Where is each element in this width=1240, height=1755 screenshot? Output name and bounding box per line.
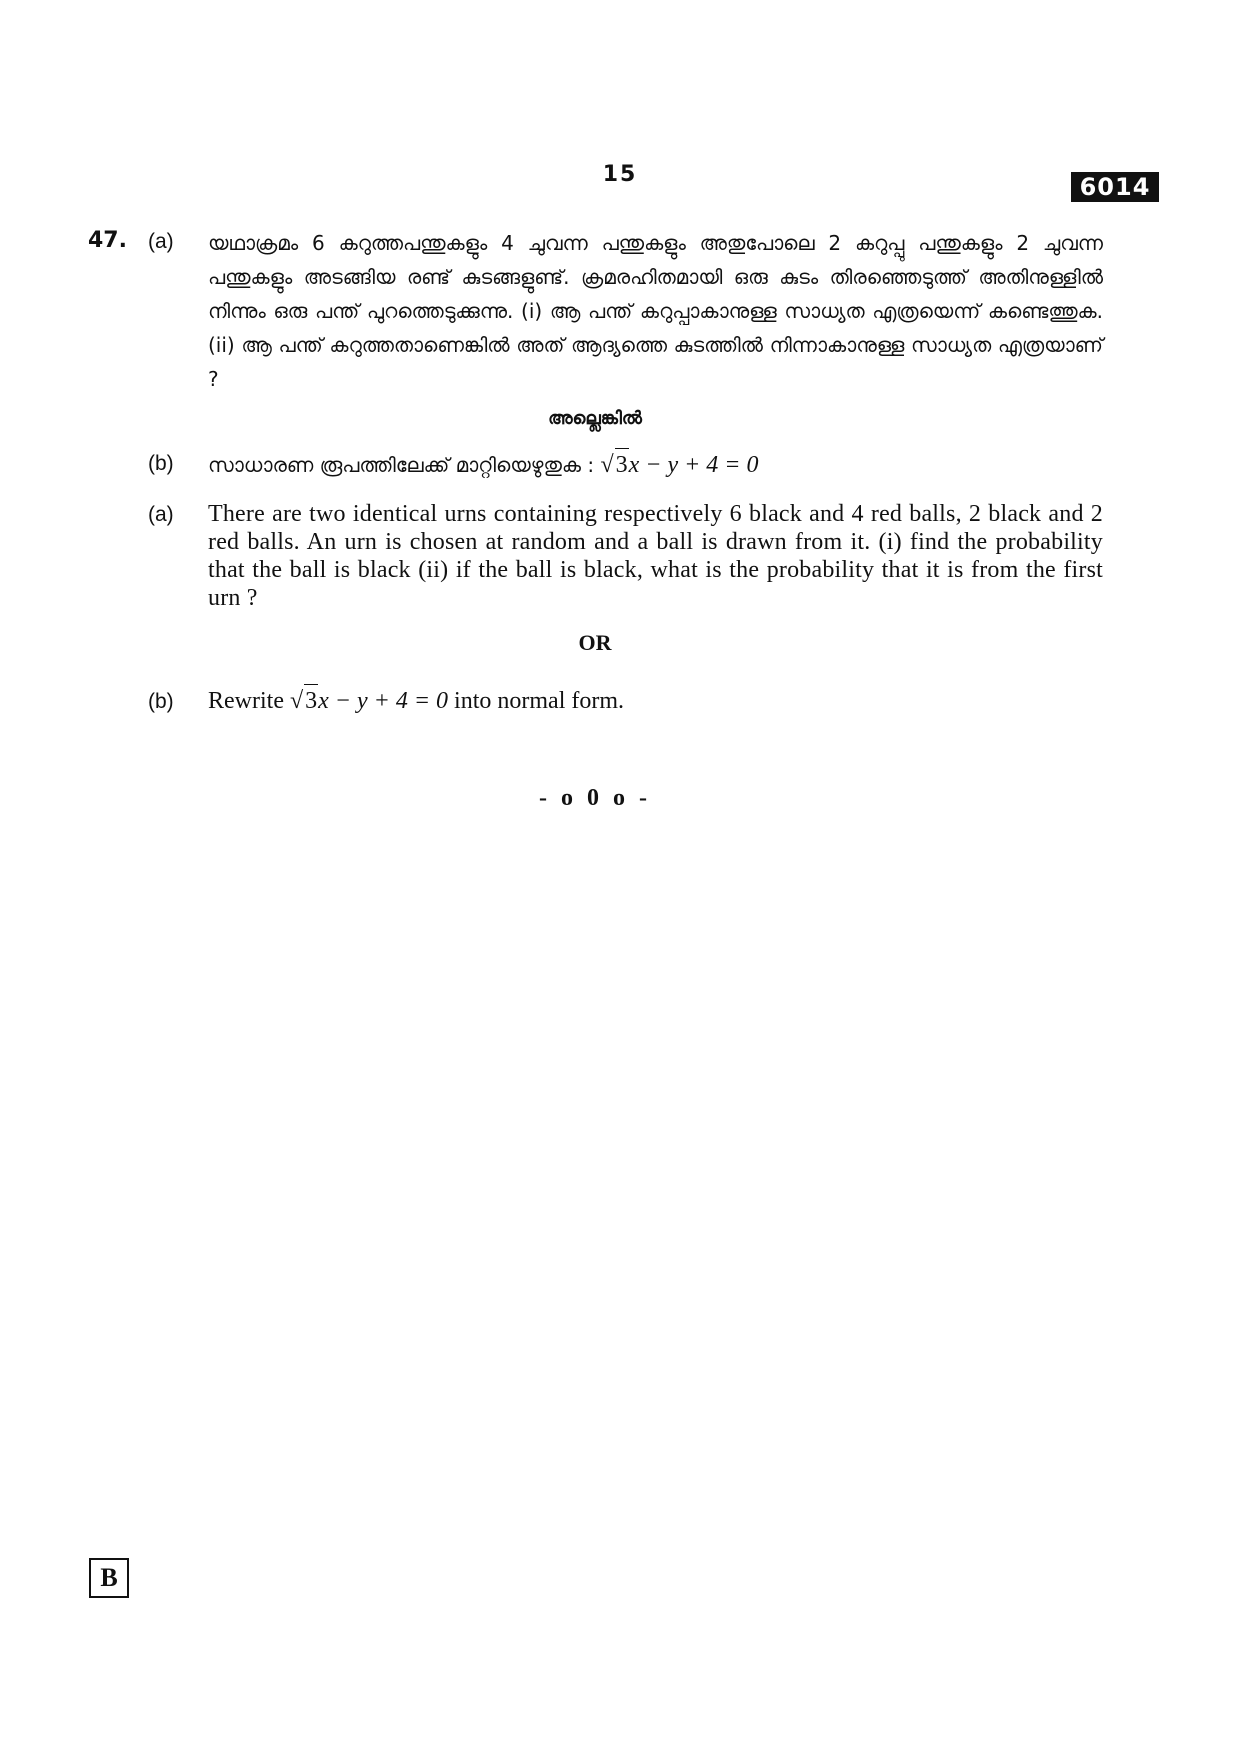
equation-ml	[600, 452, 758, 478]
ml-part-b-line	[208, 448, 759, 481]
page-number: 15	[602, 162, 638, 187]
ml-part-a-label: (a)	[148, 230, 174, 253]
ml-part-b-label: (b)	[148, 452, 174, 475]
equation-rest: x − y + 4 = 0	[628, 452, 759, 478]
en-part-a-label: (a)	[148, 503, 174, 526]
ml-part-a-text: യഥാക്രമം 6 കറുത്തപന്തുകളും 4 ചുവന്ന പന്തുകളും അതുപോലെ 2 കറുപ്പു പന്തുകളും 2 ചുവന്ന പന്തുകളും അടങ്ങിയ രണ്ട് കുടങ്ങളുണ്ട്. ക്രമരഹിതമായി ഒരു കുടം തിരഞ്ഞെടുത്ത് അതിനുള്ളിൽ നിന്നും ഒരു പന്ത് പുറത്തെടുക്കുന്നു. (i) ആ പന്ത് കറുപ്പാകാനുള്ള സാധ്യത എത്രയെന്ന് കണ്ടെത്തുക. (ii) ആ പന്ത് കറുത്തതാണെങ്കിൽ അത് ആദ്യത്തെ കുടത്തിൽ നിന്നാകാനുള്ള സാധ്യത എത്രയാണ് ?	[208, 231, 1103, 391]
equation-en	[290, 688, 448, 714]
en-part-b-suffix: into normal form.	[454, 688, 625, 714]
radical-sign: √	[289, 688, 304, 714]
ml-part-b-text: സാധാരണ രൂപത്തിലേക്ക് മാറ്റിയെഴുതുക :	[208, 453, 595, 477]
en-part-b-label: (b)	[148, 690, 174, 713]
radicand: 3	[615, 448, 629, 481]
equation-rest: x − y + 4 = 0	[318, 688, 449, 714]
ml-or-separator: അല്ലെങ്കിൽ	[548, 408, 642, 429]
en-or-separator: OR	[578, 630, 612, 655]
en-part-b-line	[208, 684, 624, 717]
radical-sign: √	[600, 452, 614, 478]
radicand: 3	[304, 684, 318, 717]
question-number: 47.	[88, 228, 127, 253]
en-part-b-prefix: Rewrite	[208, 688, 284, 714]
version-letter-box: B	[89, 1558, 129, 1598]
end-of-paper-mark: - o 0 o -	[539, 785, 651, 811]
paper-code-badge: 6014	[1071, 172, 1159, 202]
en-part-a-text: There are two identical urns containing respectively 6 black and 4 red balls, 2 black and 2 red balls. An urn is chosen at random and a ball is drawn from it. (i) find the probability that the ball is black (ii) if the ball is black, what is the probability that it is from the first urn ?	[208, 501, 1103, 611]
